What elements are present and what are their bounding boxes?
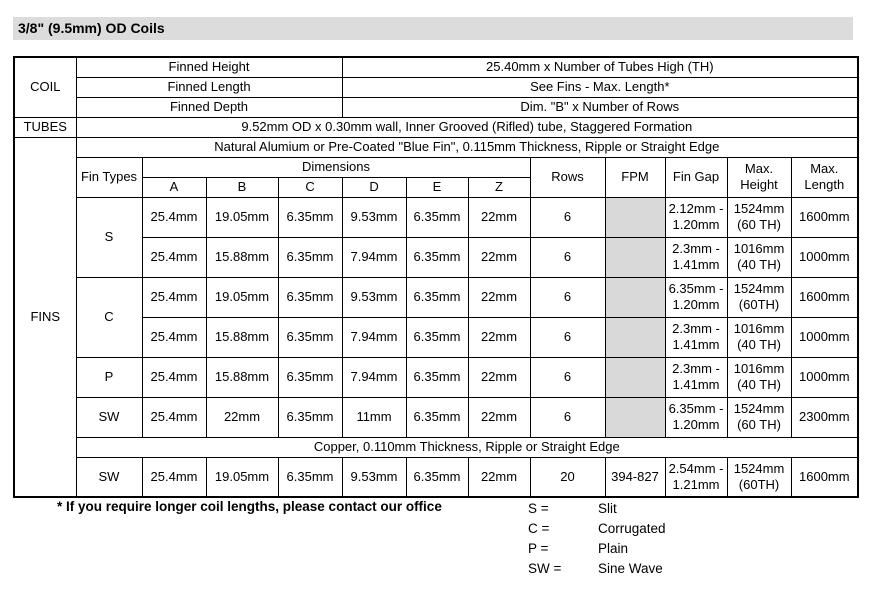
dim-b-cell: 22mm [206,397,278,437]
finned-length-label: Finned Length [76,77,342,97]
max-length-cell: 1600mm [791,197,858,237]
fin-type-s: S [76,197,142,277]
col-header-dim-e: E [406,177,468,197]
dim-z-cell: 22mm [468,397,530,437]
coil-section-label: COIL [14,57,76,117]
dim-d-cell: 7.94mm [342,237,406,277]
rows-cell: 6 [530,317,605,357]
dim-c-cell: 6.35mm [278,457,342,497]
max-height-cell: 1524mm (60TH) [727,457,791,497]
col-header-rows: Rows [530,157,605,197]
dim-z-cell: 22mm [468,457,530,497]
col-header-dimensions: Dimensions [142,157,530,177]
fpm-empty-cell [605,277,665,317]
col-header-dim-b: B [206,177,278,197]
dim-d-cell: 7.94mm [342,357,406,397]
tubes-row [14,117,858,137]
rows-cell: 6 [530,277,605,317]
dim-e-cell: 6.35mm [406,237,468,277]
dim-a-cell: 25.4mm [142,237,206,277]
rows-cell: 6 [530,397,605,437]
fin-gap-cell: 2.3mm - 1.41mm [665,237,727,277]
legend-value: Sine Wave [598,561,663,576]
max-length-cell: 1000mm [791,237,858,277]
fin-type-c: C [76,277,142,357]
dim-z-cell: 22mm [468,197,530,237]
copper-banner-row [14,437,858,457]
tubes-section-label: TUBES [14,117,76,137]
dim-e-cell: 6.35mm [406,317,468,357]
fins-section-label: FINS [14,137,76,497]
col-header-fpm: FPM [605,157,665,197]
dim-a-cell: 25.4mm [142,357,206,397]
finned-depth-label: Finned Depth [76,97,342,117]
dim-d-cell: 11mm [342,397,406,437]
dim-d-cell: 7.94mm [342,317,406,357]
fpm-empty-cell [605,397,665,437]
fin-gap-cell: 2.3mm - 1.41mm [665,317,727,357]
dim-b-cell: 15.88mm [206,317,278,357]
legend-item-sw [528,559,666,579]
dim-d-cell: 9.53mm [342,457,406,497]
legend-item-c [528,519,666,539]
tubes-value: 9.52mm OD x 0.30mm wall, Inner Grooved (Rifled) tube, Staggered Formation [76,117,858,137]
dim-c-cell: 6.35mm [278,317,342,357]
aluminium-banner: Natural Alumium or Pre-Coated "Blue Fin", 0.115mm Thickness, Ripple or Straight Edge [76,137,858,157]
dim-a-cell: 25.4mm [142,397,206,437]
legend-key: S = [528,501,549,516]
dim-b-cell: 15.88mm [206,237,278,277]
max-length-cell: 1600mm [791,277,858,317]
fpm-empty-cell [605,237,665,277]
max-height-cell: 1016mm (40 TH) [727,317,791,357]
col-header-dim-z: Z [468,177,530,197]
fins-header-row-1 [14,157,858,177]
aluminium-banner-row [14,137,858,157]
fin-gap-cell: 2.54mm - 1.21mm [665,457,727,497]
max-length-cell: 1000mm [791,357,858,397]
rows-cell: 6 [530,237,605,277]
coil-row-finned-depth [14,97,858,117]
dim-b-cell: 19.05mm [206,277,278,317]
legend-key: P = [528,541,549,556]
dim-b-cell: 19.05mm [206,197,278,237]
dim-b-cell: 15.88mm [206,357,278,397]
fin-type-sw-copper: SW [76,457,142,497]
coil-spec-table [13,56,859,498]
dim-e-cell: 6.35mm [406,397,468,437]
col-header-fin-gap: Fin Gap [665,157,727,197]
dim-a-cell: 25.4mm [142,317,206,357]
fin-row-sw-copper [14,457,858,497]
legend-value: Plain [598,541,629,556]
finned-depth-value: Dim. "B" x Number of Rows [342,97,858,117]
dim-e-cell: 6.35mm [406,197,468,237]
fpm-empty-cell [605,197,665,237]
dim-c-cell: 6.35mm [278,237,342,277]
fpm-cell: 394-827 [605,457,665,497]
fin-type-sw: SW [76,397,142,437]
rows-cell: 20 [530,457,605,497]
col-header-fin-types: Fin Types [76,157,142,197]
max-length-cell: 1600mm [791,457,858,497]
legend-key: C = [528,521,550,536]
legend-item-p [528,539,666,559]
max-height-cell: 1016mm (40 TH) [727,237,791,277]
copper-banner: Copper, 0.110mm Thickness, Ripple or Straight Edge [76,437,858,457]
max-length-cell: 2300mm [791,397,858,437]
fin-type-p: P [76,357,142,397]
fin-gap-cell: 6.35mm - 1.20mm [665,397,727,437]
fin-row-sw [14,397,858,437]
legend-value: Corrugated [598,521,666,536]
dim-a-cell: 25.4mm [142,457,206,497]
col-header-dim-d: D [342,177,406,197]
coil-row-finned-length [14,77,858,97]
fin-gap-cell: 2.3mm - 1.41mm [665,357,727,397]
max-height-cell: 1016mm (40 TH) [727,357,791,397]
dim-c-cell: 6.35mm [278,357,342,397]
footnote: * If you require longer coil lengths, please contact our office [57,499,442,514]
dim-c-cell: 6.35mm [278,277,342,317]
fpm-empty-cell [605,317,665,357]
max-height-cell: 1524mm (60 TH) [727,197,791,237]
dim-d-cell: 9.53mm [342,197,406,237]
col-header-dim-a: A [142,177,206,197]
dim-c-cell: 6.35mm [278,397,342,437]
finned-length-value: See Fins - Max. Length* [342,77,858,97]
fin-row-p [14,357,858,397]
dim-a-cell: 25.4mm [142,197,206,237]
fin-row-s-1 [14,197,858,237]
finned-height-label: Finned Height [76,57,342,77]
dim-e-cell: 6.35mm [406,457,468,497]
fin-gap-cell: 2.12mm - 1.20mm [665,197,727,237]
dim-a-cell: 25.4mm [142,277,206,317]
dim-c-cell: 6.35mm [278,197,342,237]
finned-height-value: 25.40mm x Number of Tubes High (TH) [342,57,858,77]
dim-d-cell: 9.53mm [342,277,406,317]
dim-e-cell: 6.35mm [406,277,468,317]
legend-key: SW = [528,561,562,576]
dim-b-cell: 19.05mm [206,457,278,497]
dim-z-cell: 22mm [468,357,530,397]
legend-item-s [528,499,666,519]
col-header-dim-c: C [278,177,342,197]
dim-z-cell: 22mm [468,237,530,277]
fpm-empty-cell [605,357,665,397]
rows-cell: 6 [530,197,605,237]
max-length-cell: 1000mm [791,317,858,357]
rows-cell: 6 [530,357,605,397]
col-header-max-height: Max. Height [727,157,791,197]
fin-row-c-1 [14,277,858,317]
dim-z-cell: 22mm [468,277,530,317]
dim-z-cell: 22mm [468,317,530,357]
legend-value: Slit [598,501,617,516]
coil-row-finned-height [14,57,858,77]
max-height-cell: 1524mm (60 TH) [727,397,791,437]
col-header-max-length: Max. Length [791,157,858,197]
page-title: 3/8" (9.5mm) OD Coils [13,17,853,40]
fin-gap-cell: 6.35mm - 1.20mm [665,277,727,317]
fin-type-legend [528,499,666,579]
max-height-cell: 1524mm (60TH) [727,277,791,317]
dim-e-cell: 6.35mm [406,357,468,397]
